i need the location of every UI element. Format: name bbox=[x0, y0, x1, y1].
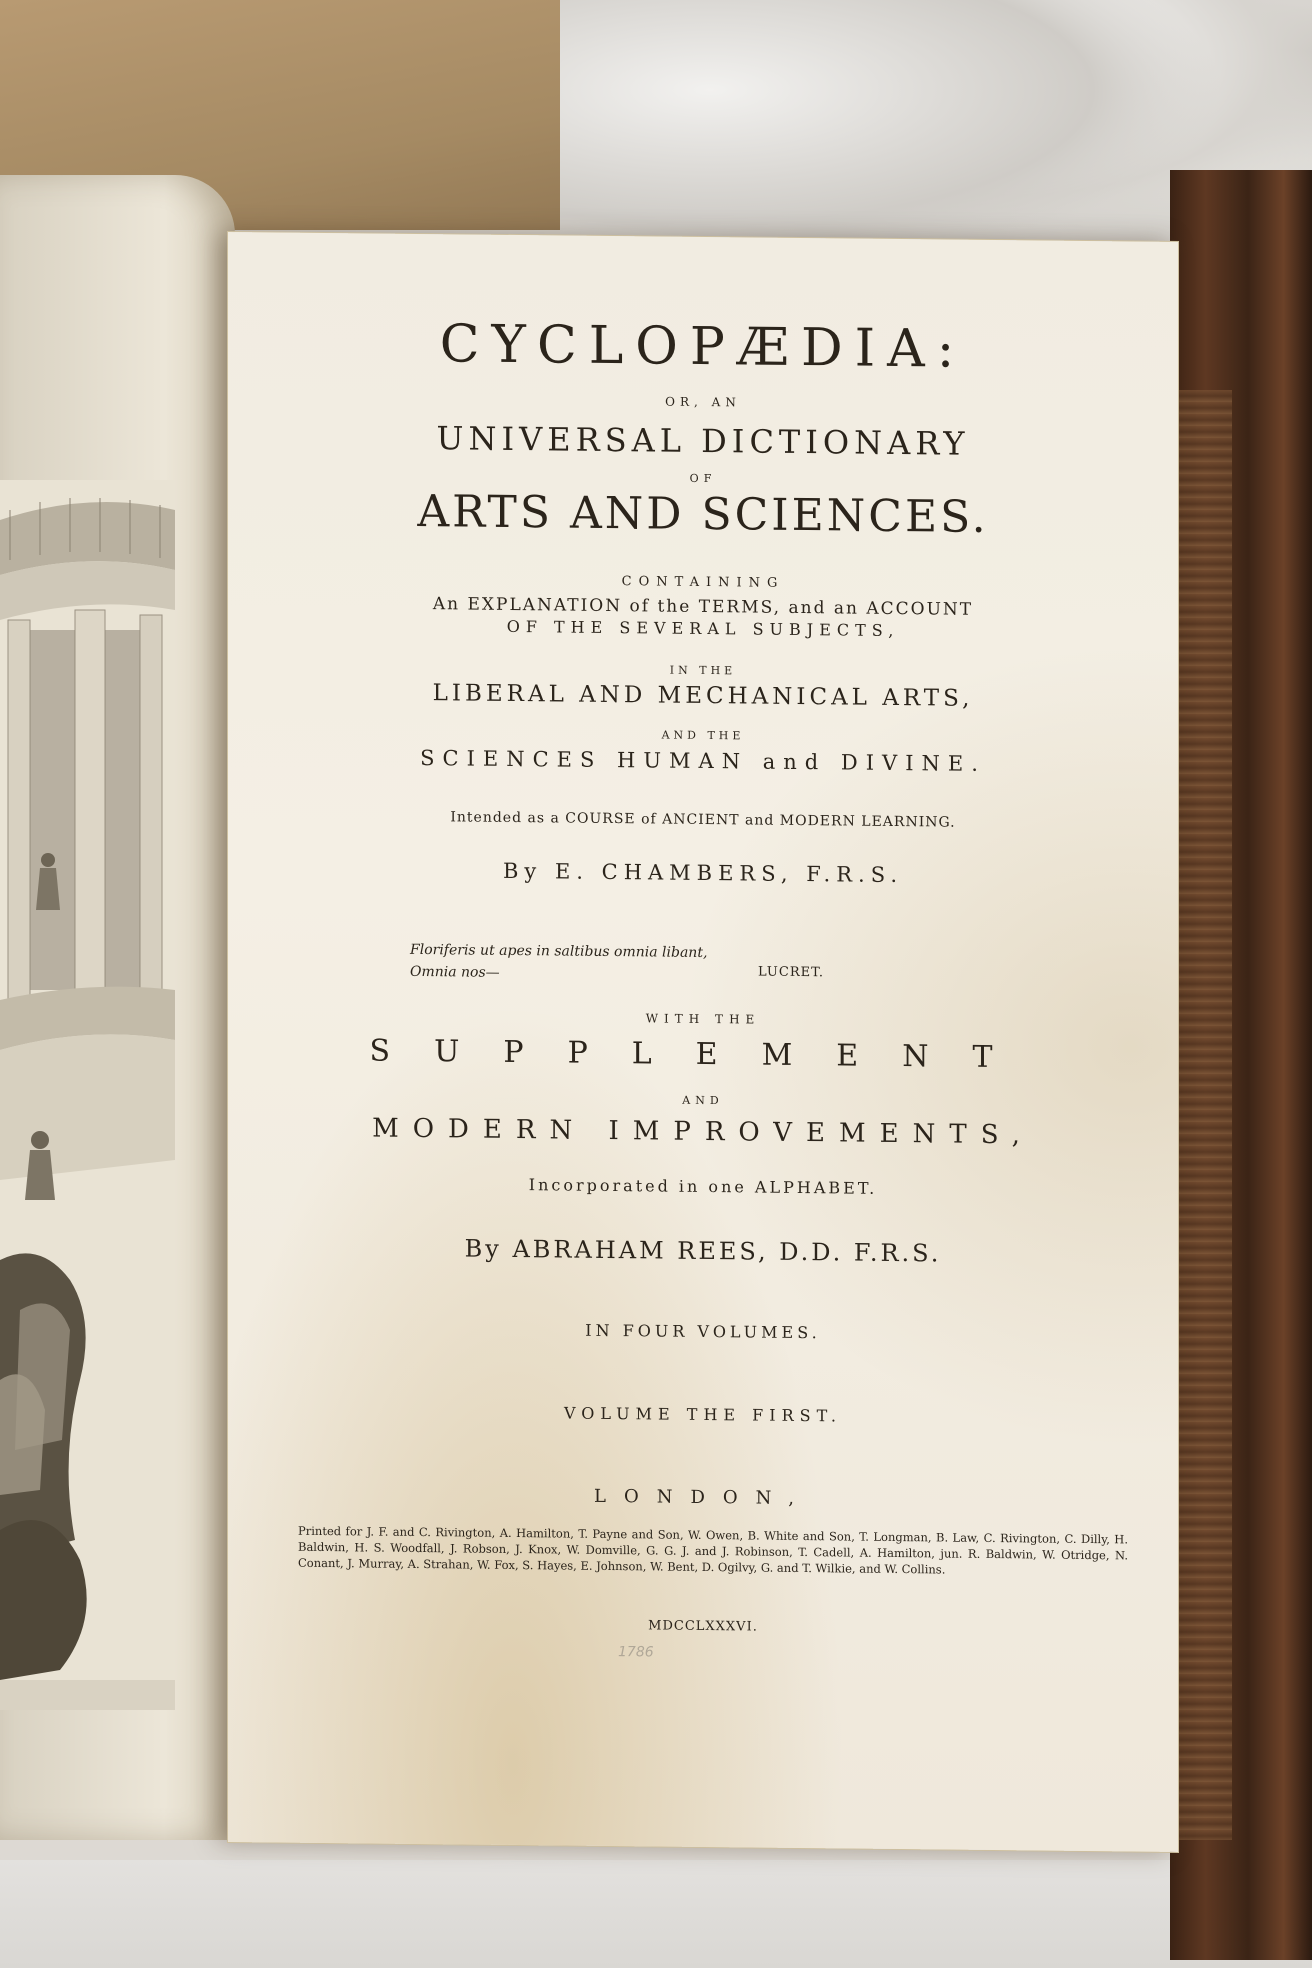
supplement-title: SUPPLEMENT bbox=[369, 1033, 1037, 1076]
intended-line: Intended as a COURSE of ANCIENT and MODERN LEARNING. bbox=[450, 809, 956, 831]
left-page bbox=[0, 175, 235, 1840]
latin-quote bbox=[410, 939, 1010, 989]
title-page bbox=[228, 232, 1178, 1852]
volume-count: IN FOUR VOLUMES. bbox=[585, 1320, 821, 1343]
subtitle-universal-dictionary: UNIVERSAL DICTIONARY bbox=[436, 419, 970, 463]
several-subjects-line: OF THE SEVERAL SUBJECTS, bbox=[506, 616, 900, 641]
quote-line-1: Floriferis ut apes in saltibus omnia libant, bbox=[410, 941, 708, 962]
quote-source: LUCRET. bbox=[758, 964, 824, 981]
explanation-line: An EXPLANATION of the TERMS, and an ACCOUNT bbox=[432, 594, 974, 620]
author-rees: By ABRAHAM REES, D.D. F.R.S. bbox=[464, 1234, 942, 1268]
incorporated-line: Incorporated in one ALPHABET. bbox=[528, 1175, 878, 1198]
subtitle-arts-sciences: ARTS AND SCIENCES. bbox=[417, 485, 989, 543]
imprint-city: LONDON, bbox=[594, 1485, 812, 1510]
sciences-line: SCIENCES HUMAN and DIVINE. bbox=[420, 746, 986, 776]
main-title: CYCLOPÆDIA: bbox=[439, 314, 967, 380]
pencil-annotation: 1786 bbox=[618, 1644, 654, 1661]
volume-number: VOLUME THE FIRST. bbox=[564, 1403, 842, 1426]
with-the-label: WITH THE bbox=[645, 1011, 761, 1027]
and-the-label: AND THE bbox=[661, 728, 745, 743]
title-connector-of: OF bbox=[689, 471, 717, 486]
table-surface bbox=[0, 1860, 1312, 1968]
printers-list: Printed for J. F. and C. Rivington, A. Hamilton, T. Payne and Son, W. Owen, B. White and Son, T. Longman, B. Law, C. Rivington, C. Dilly, H. Baldwin, H. S. Woodfall, J. Robson, J. Knox, W. Domville, G. G. J. and J. Robinson, T. Cadell, A. Hamilton, jun. R. Baldwin, W. Otridge, N. Conant, J. Murray, A. Strahan, W. Fox, S. Hayes, E. Johnson, W. Bent, D. Ogilvy, G. and T. Wilkie, and W. Collins. bbox=[298, 1523, 1128, 1577]
modern-improvements-title: MODERN IMPROVEMENTS, bbox=[372, 1113, 1034, 1151]
in-the-label: IN THE bbox=[669, 663, 737, 678]
liberal-arts-line: LIBERAL AND MECHANICAL ARTS, bbox=[432, 680, 974, 712]
imprint-date: MDCCLXXXVI. bbox=[648, 1618, 758, 1635]
worn-leather-edge bbox=[1172, 390, 1232, 1840]
and-label: AND bbox=[682, 1093, 724, 1108]
containing-label: CONTAINING bbox=[621, 574, 785, 591]
frontispiece-engraving bbox=[0, 480, 175, 1710]
quote-line-2: Omnia nos— bbox=[410, 963, 500, 981]
title-connector-or-an: OR, AN bbox=[665, 394, 741, 410]
author-chambers: By E. CHAMBERS, F.R.S. bbox=[502, 858, 904, 888]
